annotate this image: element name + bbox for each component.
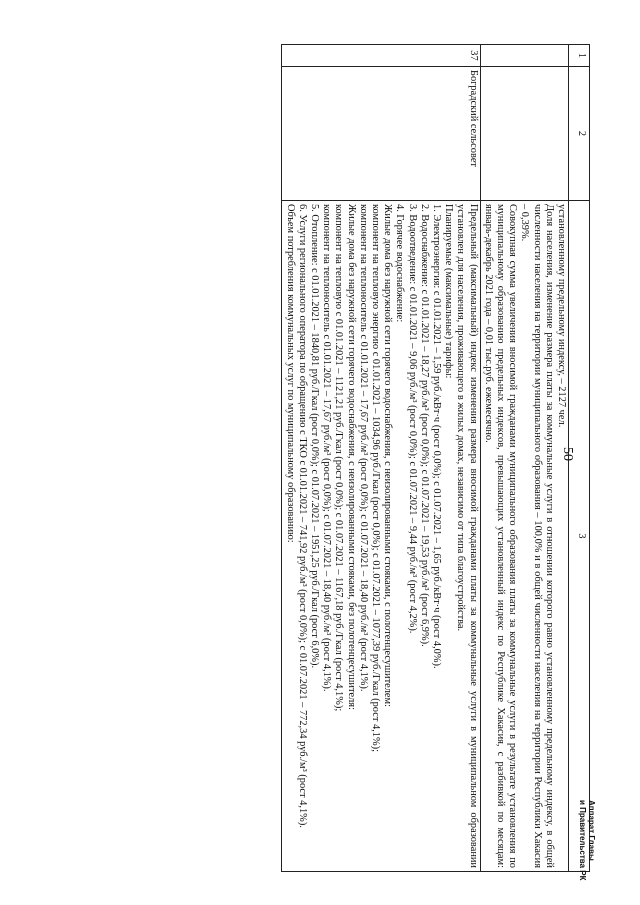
row-text: установленному предельному индексу, – 2127 чел. Доля населения, изменение размера платы за коммунальные услуги в отношении которого равно установленному предельному индексу, в общей численности населения на территории муниципального образования – 100,0% и в общей численности населения на территории Республики Хакасия – 0,39%. Совокупная сумма увеличения вносимой гражданами муниципального образования платы за коммунальные услуги в результате установления по муниципальному образованию предельных индексов, превышающих установленный индекс по Республике Хакасия, с разбивкой по месяцам: январь-декабрь 2021 года – 0,01 тыс.руб. ежемесячно. <box>480 201 568 872</box>
page-number: 50 <box>560 447 575 461</box>
office-stamp <box>578 800 596 881</box>
header-col-2: 2 <box>569 67 590 201</box>
row-text: Предельный (максимальный) индекс изменения размера вносимой гражданами платы за коммунальные услуги в муниципальном образовании установлен для населения, проживающего в жилых домах, независимо от типа благоустройства. Планируемые (максимальные) тарифы: 1. Электроэнергия: с 01.01.2021 – 1,59 руб./кВт·ч (рост 0,0%); с 01.07.2021 – 1,65 руб./кВт·ч (рост 4,0%). 2. Водоснабжение: с 01.01.2021 – 18,27 руб./м³ (рост 0,0%); с 01.07.2021 – 19,53 руб./м³ (рост 6,9%). 3. Водоотведение: с 01.01.2021 – 9,06 руб./м³ (рост 0,0%); с 01.07.2021 – 9,44 руб./м³ (рост 4,2%). 4. Горячее водоснабжение: Жилые дома без наружной сети горячего водоснабжения, с неизолированными стояками, с полотенцесушителем: компонент на тепловую энергию с 01.01.2021 – 1034,96 руб./Гкал (рост 0,0%); с 01.07.2021 – 1077,39 руб./Гкал (рост 4,1%); компонент на теплоноситель с 01.01.2021 – 17,67 руб./м³ (рост 0,0%); с 01.07.2021 – 18,40 руб./м³ (рост 4,1%). Жилые дома без наружной сети горячего водоснабжения, с неизолированными стояками, без полотенцесушителя: компонент на тепловую с 01.01.2021 – 1121,21 руб./Гкал (рост 0,0%); с 01.07.2021 – 1167,18 руб./Гкал (рост 4,1%); компонент на теплоноситель с 01.01.2021 – 17,67 руб./м³ (рост 0,0%); с 01.07.2021 – 18,40 руб./м³ (рост 4,1%). 5. Отопление: с 01.01.2021 – 1840,81 руб./Гкал (рост 0,0%); с 01.07.2021 – 1951,25 руб./Гкал (рост 6,0%). 6. Услуги регионального оператора по обращению с ТКО с 01.01.2021 – 741,92 руб./м³ (рост 0,0%); с 01.07.2021 – 772,34 руб./м³ (рост 4,1%). Объем потребления коммунальных услуг по муниципальному образованию: <box>282 201 480 872</box>
municipality-name <box>480 67 568 201</box>
rotated-table-container <box>116 44 590 872</box>
tariff-table <box>281 44 590 872</box>
table-row <box>480 45 568 872</box>
header-col-3: 3 <box>569 201 590 872</box>
stamp-line-1: Аппарат Главы <box>587 800 596 861</box>
stamp-line-2: и Правительства РК <box>578 800 587 881</box>
row-number <box>480 45 568 67</box>
table-header-row <box>569 45 590 872</box>
header-col-1: 1 <box>569 45 590 67</box>
municipality-name: Боградский сельсовет <box>282 67 480 201</box>
table-row <box>282 45 480 872</box>
row-number: 37 <box>282 45 480 67</box>
